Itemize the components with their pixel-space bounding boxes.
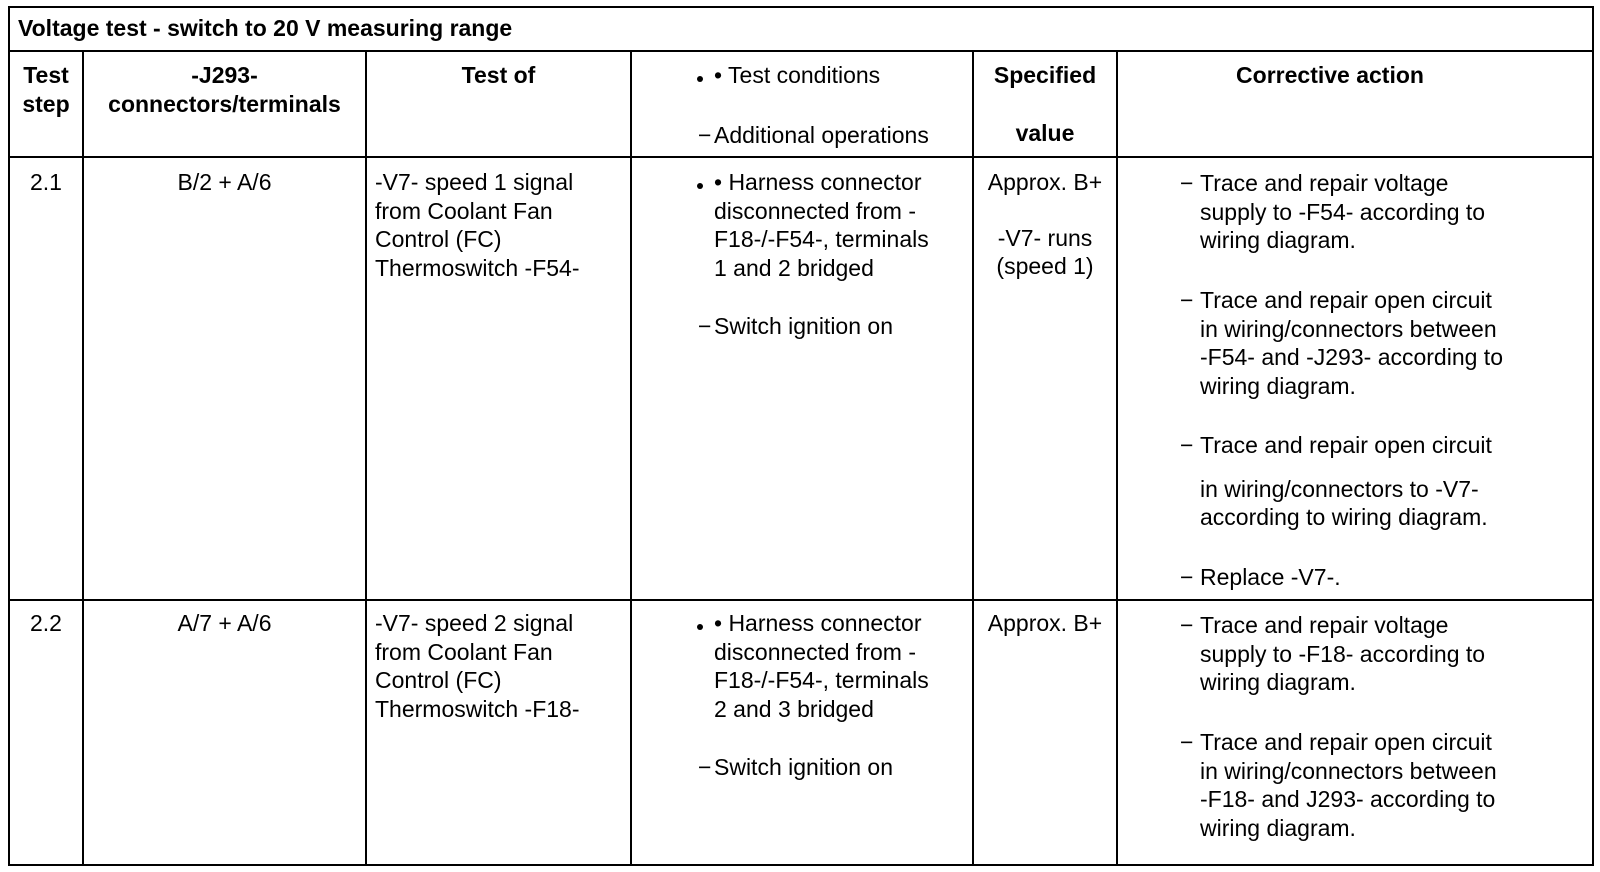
- row-2-2-bullet-dot: [697, 624, 703, 630]
- header-specified-line-2: value: [1015, 120, 1075, 146]
- action-line: in wiring/connectors between: [1200, 757, 1497, 784]
- action-text-line-3: according to wiring diagram.: [1200, 504, 1488, 530]
- row-2-1-test-of-line: Control (FC): [375, 226, 502, 252]
- header-test-step-line-1: Test: [23, 62, 69, 88]
- row-2-2-condition-line: F18-/-F54-, terminals: [714, 667, 929, 693]
- action-line: Trace and repair open circuit: [1200, 729, 1492, 755]
- action-text: [1200, 728, 1497, 842]
- col-rule-5: [1116, 50, 1118, 866]
- row-2-1-test-of-line: -V7- speed 1 signal: [375, 169, 574, 195]
- header-connectors-line-1: -J293-: [191, 62, 258, 88]
- row-2-2-operation: Switch ignition on: [714, 754, 893, 780]
- row-2-1-test-of-line: Thermoswitch -F54-: [375, 254, 580, 281]
- row-2-1-condition-line: disconnected from -: [714, 197, 916, 224]
- col-rule-2: [365, 50, 367, 866]
- header-test-conditions: • Test conditions: [714, 62, 881, 88]
- row-2-1-specified-1: Approx. B+: [987, 169, 1103, 195]
- header-corrective-action: Corrective action: [1236, 62, 1424, 88]
- header-test-step: [10, 61, 82, 118]
- action-dash: −: [1180, 287, 1194, 313]
- row-2-2-condition-line: • Harness connector: [714, 610, 922, 636]
- action-line: in wiring/connectors between: [1200, 315, 1497, 342]
- action-line: supply to -F54- according to: [1200, 198, 1486, 225]
- header-additional-operations: Additional operations: [714, 122, 929, 148]
- row-2-1-condition-line: 1 and 2 bridged: [714, 254, 874, 281]
- row-2-1-terminals: B/2 + A/6: [177, 169, 272, 195]
- row-2-2-terminals: A/7 + A/6: [177, 610, 272, 636]
- row-2-2-condition: [714, 609, 929, 723]
- row-2-1-condition: [714, 168, 929, 282]
- header-connectors-line-2: connectors/terminals: [108, 90, 341, 117]
- action-line: wiring diagram.: [1200, 372, 1356, 399]
- row-2-2-step: 2.2: [30, 610, 62, 636]
- rule-header: [8, 156, 1594, 158]
- row-2-2-condition-line: disconnected from -: [714, 638, 916, 665]
- action-text-line-1: Trace and repair open circuit: [1200, 432, 1492, 458]
- table-title: Voltage test - switch to 20 V measuring range: [18, 15, 513, 41]
- header-specified-line-1: Specified: [993, 62, 1097, 88]
- action-line: Trace and repair voltage: [1200, 612, 1449, 638]
- action-line: supply to -F18- according to: [1200, 640, 1486, 667]
- col-rule-3: [630, 50, 632, 866]
- row-2-2-test-of-line: Control (FC): [375, 667, 502, 693]
- rule-title: [8, 50, 1594, 52]
- header-test-step-line-2: step: [22, 90, 70, 117]
- rule-row-2-1: [8, 599, 1594, 601]
- action-dash: −: [1180, 432, 1194, 458]
- row-2-1-step: 2.1: [30, 169, 62, 195]
- action-line: -F54- and -J293- according to: [1200, 344, 1503, 370]
- row-2-1-condition-line: • Harness connector: [714, 169, 922, 195]
- action-line: wiring diagram.: [1200, 227, 1356, 253]
- action-line: Trace and repair open circuit: [1200, 287, 1492, 313]
- action-dash: −: [1180, 170, 1194, 196]
- action-dash: −: [1180, 564, 1194, 590]
- header-connectors: [84, 61, 365, 118]
- row-2-1-specified-2: -V7- runs: [997, 225, 1093, 251]
- header-test-of: Test of: [461, 62, 536, 88]
- row-2-2-operation-dash: −: [698, 754, 712, 780]
- row-2-1-test-of-line: from Coolant Fan: [375, 197, 553, 224]
- action-text-line-2: in wiring/connectors to -V7-: [1200, 476, 1479, 502]
- row-2-2-condition-line: 2 and 3 bridged: [714, 695, 874, 722]
- row-2-1-condition-line: F18-/-F54-, terminals: [714, 226, 929, 252]
- row-2-2-test-of: [375, 609, 579, 723]
- row-2-1-specified-3: (speed 1): [996, 253, 1094, 279]
- action-line: wiring diagram.: [1200, 669, 1356, 695]
- action-text: [1200, 611, 1485, 697]
- row-2-2-test-of-line: from Coolant Fan: [375, 638, 553, 665]
- row-2-1-bullet-dot: [697, 183, 703, 189]
- action-line: wiring diagram.: [1200, 814, 1356, 841]
- row-2-2-test-of-line: -V7- speed 2 signal: [375, 610, 574, 636]
- row-2-2-test-of-line: Thermoswitch -F18-: [375, 695, 580, 722]
- action-dash: −: [1180, 612, 1194, 638]
- action-text: Replace -V7-.: [1200, 564, 1341, 590]
- action-dash: −: [1180, 729, 1194, 755]
- voltage-test-table: [8, 6, 1594, 866]
- action-text: [1200, 169, 1485, 255]
- action-text: [1200, 286, 1503, 400]
- row-2-2-specified-1: Approx. B+: [987, 610, 1103, 636]
- header-bullet-dot: [697, 76, 703, 82]
- action-line: Trace and repair voltage: [1200, 170, 1449, 196]
- row-2-1-operation: Switch ignition on: [714, 313, 893, 339]
- row-2-1-operation-dash: −: [698, 313, 712, 339]
- row-2-1-test-of: [375, 168, 579, 282]
- action-line: -F18- and J293- according to: [1200, 786, 1496, 812]
- header-dash: −: [698, 122, 712, 148]
